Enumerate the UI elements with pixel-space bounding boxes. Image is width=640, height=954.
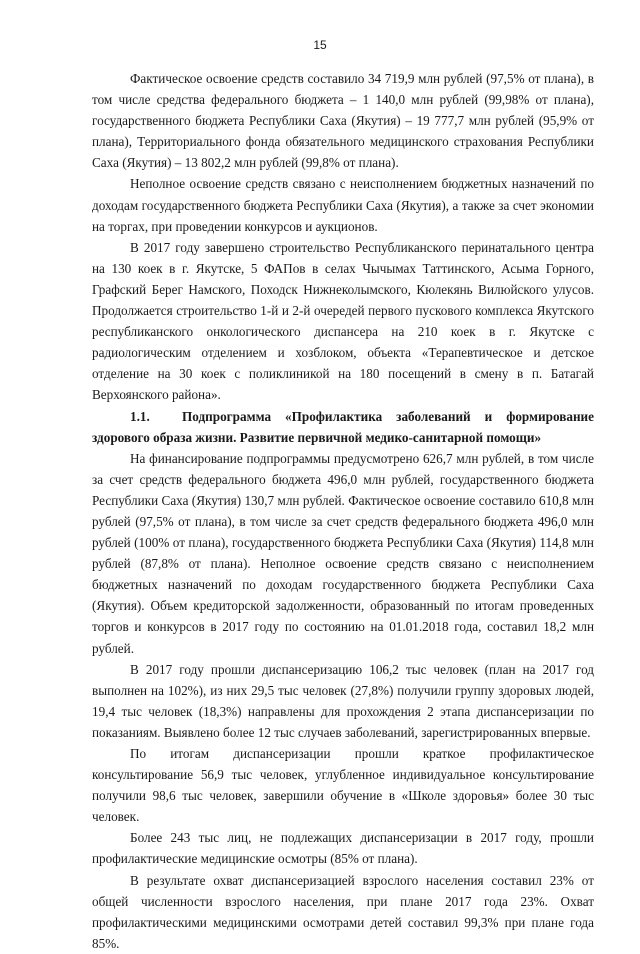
page-number: 15 (313, 38, 327, 52)
paragraph-coverage: В результате охват диспансеризацией взрослого населения составил 23% от общей численности взрослого населения, при плане 2017 года 23%. Охват профилактическими медицинскими осмотрами детей составил 99,3% при плане года 85%. (92, 872, 594, 951)
paragraph-construction: В 2017 году завершено строительство Республиканского перинатального центра на 130 коек в г. Якутске, 5 ФАПов в селах Чычымах Таттинского, Асыма Горного, Графский Берег Намского, Походск Нижнеколымского, Кюлекянь Вилюйского улусов. Продолжается строительство 1-й и 2-й очередей первого пускового комплекса Якутского республиканского онкологического диспансера на 210 коек в г. Якутске с радиологическим отделением и хозблоком, объекта «Терапевтическое и детское отделение на 30 коек с поликлиникой на 180 посещений в смену в п. Батагай Верхоянского района». (92, 239, 594, 403)
paragraph-funding-actual: Фактическое освоение средств составило 34 719,9 млн рублей (97,5% от плана), в том числе средства федерального бюджета – 1 140,0 млн рублей (99,98% от плана), государственного бюджета Республики Саха (Якутия) – 19 777,7 млн рублей (95,9% от плана), Территориального фонда обязательного медицинского страхования Республики Саха (Якутия) – 13 802,2 млн рублей (99,8% от плана). (92, 71, 594, 171)
paragraph-dispensarization: В 2017 году прошли диспансеризацию 106,2 тыс человек (план на 2017 год выполнен на 102%), из них 29,5 тыс человек (27,8%) получили группу здоровых людей, 19,4 тыс человек (18,3%) направлены для прохождения 2 этапа диспансеризации по показаниям. Выявлено более 12 тыс случаев заболеваний, зарегистрированных впервые. (92, 661, 594, 740)
paragraph-consulting: По итогам диспансеризации прошли краткое профилактическое консультирование 56,9 тыс человек, углубленное индивидуальное консультирование получили 98,6 тыс человек, завершили обучение в «Школе здоровья» более 30 тыс человек. (92, 746, 594, 825)
section-title: Подпрограмма «Профилактика заболеваний и формирование здорового образа жизни. Развитие первичной медико-санитарной помощи» (92, 408, 594, 445)
page-body (92, 68, 594, 954)
section-number: 1.1. (130, 408, 150, 424)
paragraph-underspend-reason: Неполное освоение средств связано с неисполнением бюджетных назначений по доходам государственного бюджета Республики Саха (Якутия), а также за счет экономии на торгах, при проведении конкурсов и аукционов. (92, 176, 594, 234)
paragraph-subprogram-funding: На финансирование подпрограммы предусмотрено 626,7 млн рублей, в том числе за счет средств федерального бюджета 496,0 млн рублей, государственного бюджета Республики Саха (Якутия) 130,7 млн рублей. Фактическое освоение составило 610,8 млн рублей (97,5% от плана), в том числе за счет средств федерального бюджета 496,0 млн рублей (100% от плана), государственного бюджета Республики Саха (Якутия) 114,8 млн рублей (87,8% от плана). Неполное освоение средств связано с неисполнением бюджетных назначений по доходам государственного бюджета Республики Саха (Якутия). Объем кредиторской задолженности, образованный по итогам проведенных торгов и конкурсов в 2017 году по состоянию на 01.01.2018 года, составил 18,2 млн рублей. (92, 450, 594, 656)
section-heading (92, 406, 594, 448)
paragraph-preventive-exams: Более 243 тыс лиц, не подлежащих диспансеризации в 2017 году, прошли профилактические медицинские осмотры (85% от плана). (92, 830, 594, 867)
